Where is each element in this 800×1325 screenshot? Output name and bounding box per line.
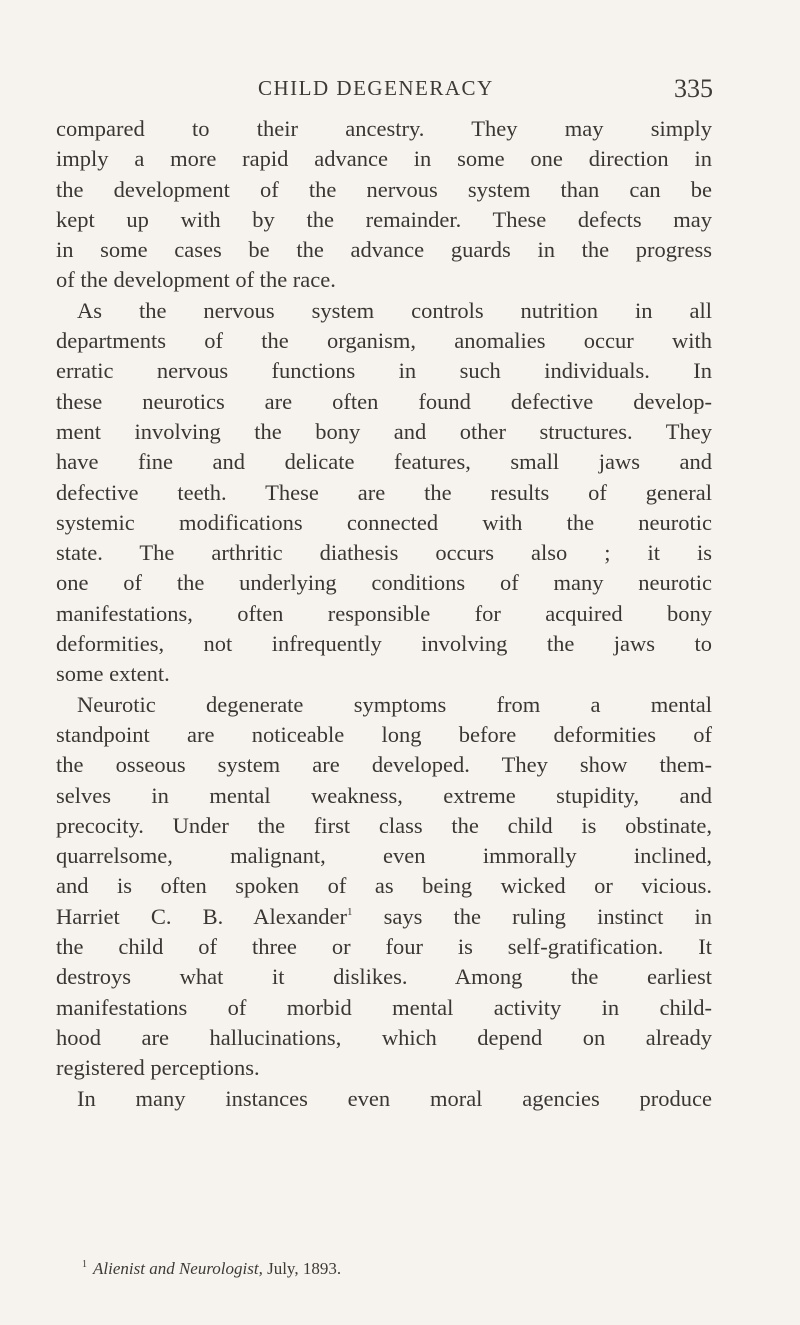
running-header	[258, 74, 713, 110]
text-line: have fine and delicate features, small jaws and	[56, 449, 712, 475]
text-line: hood are hallucinations, which depend on already	[56, 1024, 712, 1050]
text-line: in some cases be the advance guards in the progress	[56, 237, 712, 263]
text-line: compared to their ancestry. They may simply	[56, 116, 712, 141]
text-line: state. The arthritic diathesis occurs also ; it is	[56, 540, 712, 566]
footnote-journal: Alienist and Neurologist,	[93, 1259, 263, 1278]
text-line: of the development of the race.	[56, 267, 336, 293]
text-line: defective teeth. These are the results of general	[56, 479, 712, 505]
footnote	[56, 1259, 341, 1279]
text-line-with-citation	[56, 902, 712, 932]
text-line: and is often spoken of as being wicked or vicious.	[56, 873, 712, 899]
text-line: systemic modifications connected with the neurotic	[56, 509, 712, 535]
text-line: manifestations, often responsible for acquired bony	[56, 600, 712, 626]
text-line: deformities, not infrequently involving the jaws to	[56, 631, 712, 657]
text-line: Neurotic degenerate symptoms from a mental	[77, 691, 712, 717]
running-title: CHILD DEGENERACY	[258, 76, 494, 100]
text-line: kept up with by the remainder. These defects may	[56, 206, 712, 232]
text-line: destroys what it dislikes. Among the earliest	[56, 964, 712, 990]
text-line: standpoint are noticeable long before deformities of	[56, 721, 712, 747]
text-line: manifestations of morbid mental activity in child-	[56, 994, 712, 1020]
text-line: the osseous system are developed. They show them-	[56, 752, 712, 778]
text-line: departments of the organism, anomalies occur with	[56, 328, 712, 354]
text-line: precocity. Under the first class the child is obstinate,	[56, 812, 712, 838]
text-line: the child of three or four is self-gratification. It	[56, 934, 712, 960]
page-number: 335	[674, 74, 713, 103]
text-line: In many instances even moral agencies produce	[77, 1085, 712, 1111]
text-line: ment involving the bony and other structures. They	[56, 418, 712, 444]
text-line: erratic nervous functions in such individuals. In	[56, 358, 712, 384]
footnote-date: July, 1893.	[267, 1259, 342, 1278]
footnote-reference: 1	[346, 905, 353, 918]
text-line: quarrelsome, malignant, even immorally inclined,	[56, 843, 712, 869]
text-line: As the nervous system controls nutrition in all	[77, 297, 712, 323]
text-line: registered perceptions.	[56, 1055, 260, 1081]
text-line: one of the underlying conditions of many neurotic	[56, 570, 712, 596]
text-line: imply a more rapid advance in some one direction in	[56, 146, 712, 172]
text-line: selves in mental weakness, extreme stupidity, and	[56, 782, 712, 808]
text-line: the development of the nervous system than can be	[56, 176, 712, 202]
body-text	[56, 114, 712, 1114]
text-line-rest: says the ruling instinct in	[383, 903, 713, 929]
text-line: some extent.	[56, 661, 170, 687]
text-line: these neurotics are often found defective develop-	[56, 388, 712, 414]
footnote-mark: 1	[82, 1259, 87, 1270]
cited-author: Harriet C. B. Alexander	[56, 903, 347, 929]
